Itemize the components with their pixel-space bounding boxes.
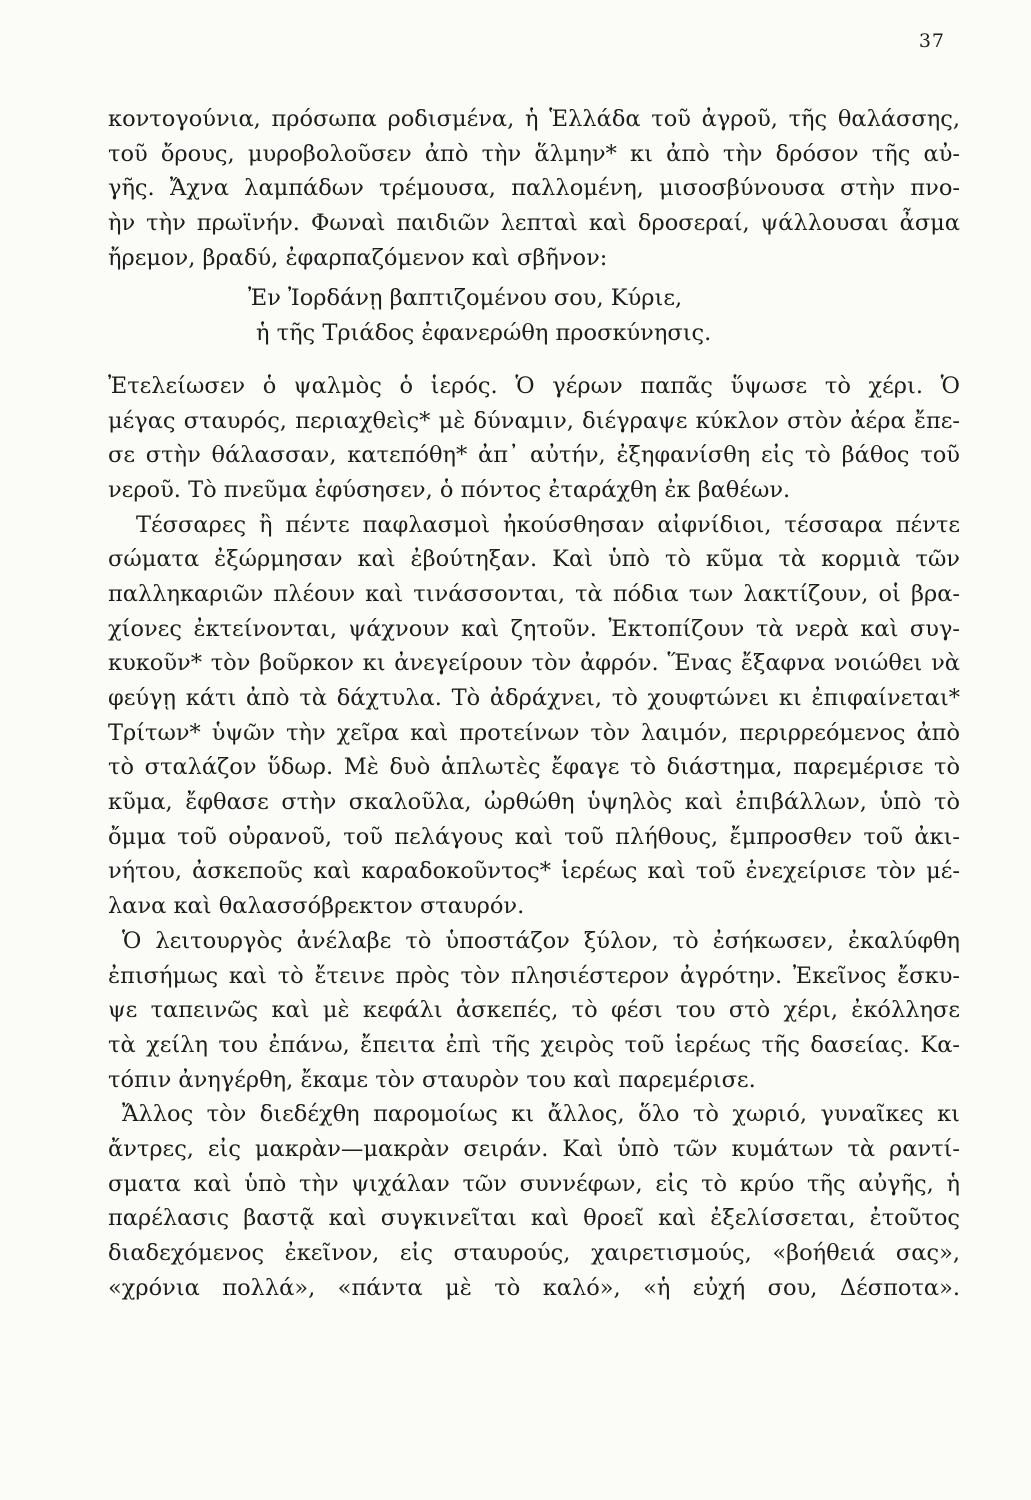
- text-line: φεύγῃ κάτι ἀπὸ τὰ δάχτυλα. Τὸ ἀδράχνει, τὸ χουφτώνει κι ἐπιφαίνεται*: [108, 685, 960, 711]
- text-line: μέγας σταυρός, περιαχθεὶς* μὲ δύναμιν, διέγραψε κύκλον στὸν ἀέρα ἔπε-: [108, 407, 960, 434]
- text-line: ἤρεμον, βραδύ, ἐφαρπαζόμενον καὶ σβῆνον:: [108, 244, 608, 271]
- verse-line: ἡ τῆς Τριάδος ἐφανερώθη προσκύνησις.: [256, 320, 712, 347]
- text-line: Ἐτελείωσεν ὁ ψαλμὸς ὁ ἱερός. Ὁ γέρων παπᾶς ὕψωσε τὸ χέρι. Ὁ: [108, 372, 960, 399]
- text-line: γῆς. Ἄχνα λαμπάδων τρέμουσα, παλλομένη, μισοσβύνουσα στὴν πνο-: [108, 175, 960, 202]
- text-line: κοντογούνια, πρόσωπα ροδισμένα, ἡ Ἑλλάδα τοῦ ἀγροῦ, τῆς θαλάσσης,: [108, 106, 960, 132]
- text-line: τόπιν ἀνηγέρθη, ἔκαμε τὸν σταυρὸν του καὶ παρεμέρισε.: [108, 1066, 756, 1093]
- text-line: παρέλασις βαστᾷ καὶ συγκινεῖται καὶ θροεῖ καὶ ἐξελίσσεται, ἐτοῦτος: [108, 1205, 960, 1232]
- hymn-verse: [108, 281, 960, 350]
- text-line: Ἄλλος τὸν διεδέχθη παρομοίως κι ἄλλος, ὅλο τὸ χωριό, γυναῖκες κι: [122, 1101, 960, 1128]
- text-line: σώματα ἐξώρμησαν καὶ ἐβούτηξαν. Καὶ ὑπὸ τὸ κῦμα τὰ κορμιὰ τῶν: [108, 546, 960, 573]
- text-line: σε στὴν θάλασσαν, κατεπόθη* ἀπ᾽ αὐτήν, ἐξηφανίσθη εἰς τὸ βάθος τοῦ: [108, 442, 960, 469]
- text-line: Ὁ λειτουργὸς ἀνέλαβε τὸ ὑποστάζον ξύλον, τὸ ἐσήκωσεν, ἐκαλύφθη: [122, 927, 960, 954]
- text-line: νεροῦ. Τὸ πνεῦμα ἐφύσησεν, ὁ πόντος ἐταράχθη ἐκ βαθέων.: [108, 476, 791, 503]
- text-line: τὰ χείλη του ἐπάνω, ἔπειτα ἐπὶ τῆς χειρὸς τοῦ ἱερέως τῆς δασείας. Κα-: [108, 1031, 960, 1058]
- text-line: ἄντρες, εἰς μακρὰν—μακρὰν σειράν. Καὶ ὑπὸ τῶν κυμάτων τὰ ραντί-: [108, 1135, 960, 1162]
- paragraph-5: [108, 1097, 960, 1305]
- text-line: ψε ταπεινῶς καὶ μὲ κεφάλι ἀσκεπές, τὸ φέσι του στὸ χέρι, ἐκόλλησε: [108, 997, 960, 1024]
- text-line: ὴν τὴν πρωϊνήν. Φωναὶ παιδιῶν λεπταὶ καὶ δροσεραί, ψάλλουσαι ἆσμα: [108, 210, 960, 237]
- text-line: «χρόνια πολλά», «πάντα μὲ τὸ καλό», «ἡ εὐχή σου, Δέσποτα».: [108, 1274, 960, 1301]
- paragraph-2: [108, 369, 960, 508]
- text-line: παλληκαριῶν πλέουν καὶ τινάσσονται, τὰ πόδια των λακτίζουν, οἱ βρα-: [108, 580, 960, 607]
- paragraph-3: [108, 508, 960, 924]
- paragraph-1: [108, 102, 960, 275]
- text-line: σματα καὶ ὑπὸ τὴν ψιχάλαν τῶν συννέφων, εἰς τὸ κρύο τῆς αὐγῆς, ἡ: [108, 1170, 960, 1197]
- verse-line: Ἐν Ἰορδάνῃ βαπτιζομένου σου, Κύριε,: [248, 285, 683, 312]
- text-line: κῦμα, ἔφθασε στὴν σκαλοῦλα, ὠρθώθη ὑψηλὸς καὶ ἐπιβάλλων, ὑπὸ τὸ: [108, 789, 960, 816]
- text-line: Τρίτων* ὑψῶν τὴν χεῖρα καὶ προτείνων τὸν λαιμόν, περιρρεόμενος ἀπὸ: [108, 719, 960, 746]
- text-line: νήτου, ἀσκεποῦς καὶ καραδοκοῦντος* ἱερέως καὶ τοῦ ἐνεχείρισε τὸν μέ-: [108, 858, 960, 885]
- text-line: ὄμμα τοῦ οὐρανοῦ, τοῦ πελάγους καὶ τοῦ πλήθους, ἔμπροσθεν τοῦ ἀκι-: [108, 823, 960, 850]
- text-line: τοῦ ὄρους, μυροβολοῦσεν ἀπὸ τὴν ἅλμην* κι ἀπὸ τὴν δρόσον τῆς αὐ-: [108, 140, 960, 167]
- text-line: ἐπισήμως καὶ τὸ ἔτεινε πρὸς τὸν πλησιέστερον ἀγρότην. Ἐκεῖνος ἔσκυ-: [108, 962, 960, 989]
- text-line: Τέσσαρες ἢ πέντε παφλασμοὶ ἠκούσθησαν αἰφνίδιοι, τέσσαρα πέντε: [136, 511, 960, 538]
- text-line: χίονες ἐκτείνονται, ψάχνουν καὶ ζητοῦν. Ἐκτοπίζουν τὰ νερὰ καὶ συγ-: [108, 615, 960, 642]
- text-line: λανα καὶ θαλασσόβρεκτον σταυρόν.: [108, 893, 525, 920]
- text-line: διαδεχόμενος ἐκεῖνον, εἰς σταυρούς, χαιρετισμούς, «βοήθειά σας»,: [108, 1240, 960, 1266]
- text-body: [108, 102, 960, 1305]
- page-number: 37: [918, 30, 945, 52]
- text-line: κυκοῦν* τὸν βοῦρκον κι ἀνεγείρουν τὸν ἀφρόν. Ἕνας ἔξαφνα νοιώθει νὰ: [108, 650, 960, 677]
- paragraph-4: [108, 924, 960, 1097]
- text-line: τὸ σταλάζον ὕδωρ. Μὲ δυὸ ἁπλωτὲς ἔφαγε τὸ διάστημα, παρεμέρισε τὸ: [108, 754, 960, 781]
